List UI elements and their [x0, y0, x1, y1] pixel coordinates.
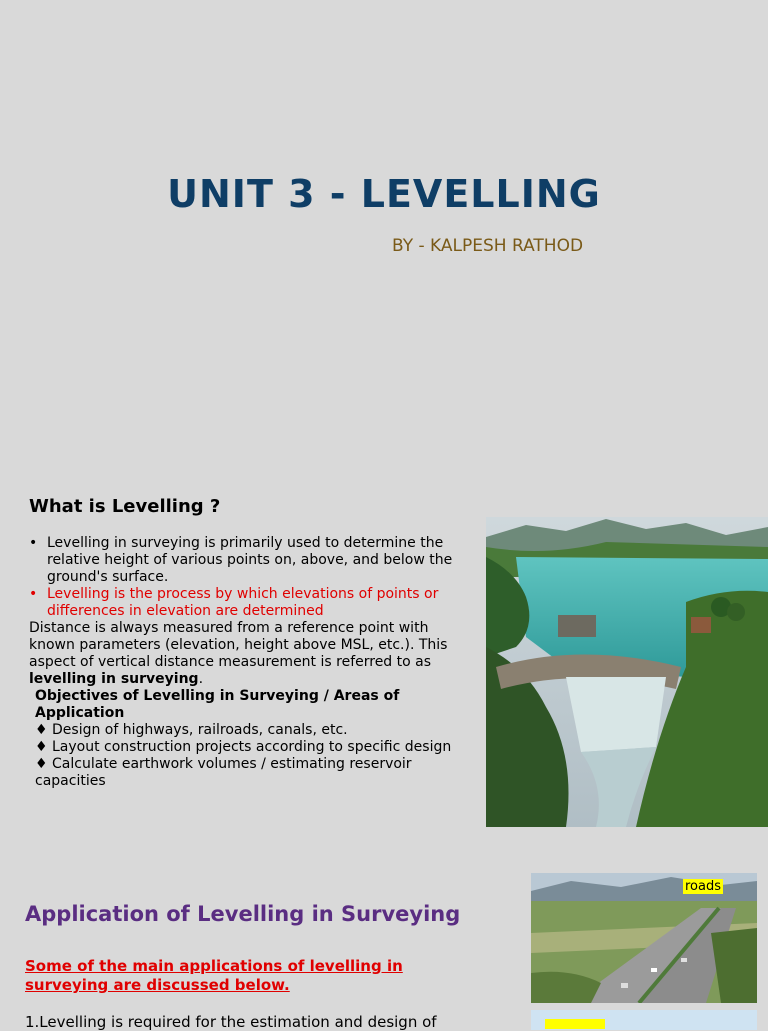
second-image-label [545, 1019, 605, 1029]
objectives-title: Objectives of Levelling in Surveying / Areas of Application [35, 688, 400, 721]
section-heading: What is Levelling ? [29, 496, 221, 517]
objective-item: ♦ Design of highways, railroads, canals, etc. [35, 722, 348, 738]
bullet-dot: • [29, 586, 38, 602]
slide-body [29, 535, 471, 790]
dam-landscape-image [486, 517, 768, 827]
title-slide [0, 0, 768, 450]
application-item: 1.Levelling is required for the estimation and design of [25, 1013, 437, 1031]
slide-title: UNIT 3 - LEVELLING [167, 172, 601, 216]
objective-item: ♦ Layout construction projects according to specific design [35, 739, 452, 755]
image-label: roads [685, 879, 722, 894]
objectives-block [29, 688, 471, 790]
applications-heading: Application of Levelling in Surveying [25, 902, 461, 926]
bullet-item-highlight [29, 586, 471, 620]
paragraph-text: Distance is always measured from a reference point with known parameters (elevation, height above MSL, etc.). This aspect of vertical distance measurement is referred to as [29, 620, 448, 670]
slide-author: BY - KALPESH RATHOD [392, 236, 584, 256]
bullet-item [29, 535, 471, 586]
applications-subheading: Some of the main applications of levelling in surveying are discussed below. [25, 957, 403, 994]
paragraph-end: . [198, 671, 204, 687]
paragraph-bold-term: levelling in surveying [29, 671, 199, 687]
definition-paragraph [29, 620, 471, 688]
objective-item: ♦ Calculate earthwork volumes / estimating reservoir capacities [35, 756, 412, 789]
bullet-dot: • [29, 535, 38, 551]
bullet-text: Levelling in surveying is primarily used to determine the relative height of various points on, above, and below the ground's surface. [47, 535, 453, 585]
bullet-text: Levelling is the process by which elevations of points or differences in elevation are determined [47, 586, 439, 619]
highway-image [531, 873, 757, 1003]
